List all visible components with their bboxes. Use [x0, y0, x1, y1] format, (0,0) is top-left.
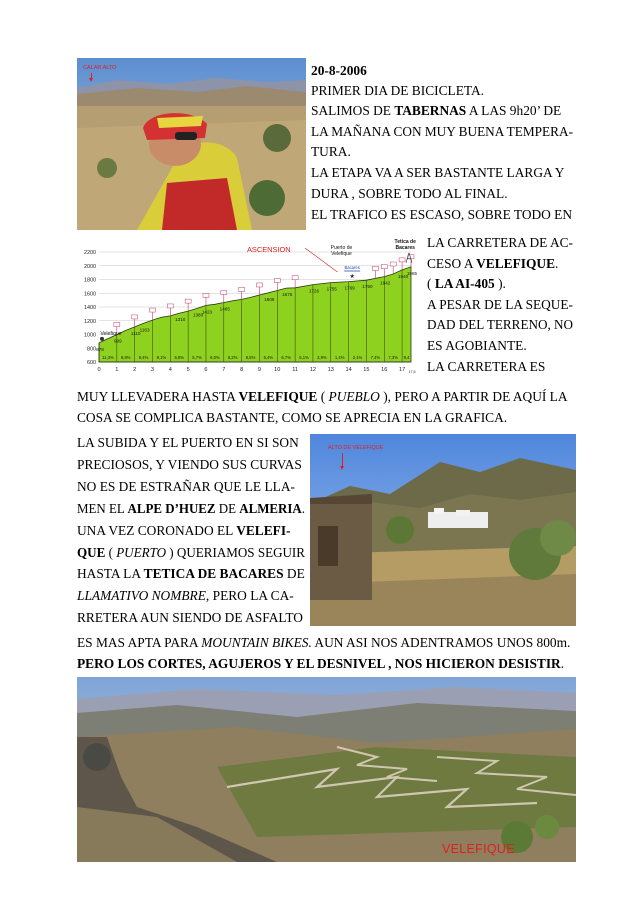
x-tick-label: 17: [398, 367, 406, 373]
elevation-point-label: 1940: [397, 273, 409, 279]
elevation-point-label: 878: [96, 346, 104, 352]
y-tick-label: 1000: [84, 332, 96, 339]
y-tick-label: 1800: [84, 277, 96, 284]
elevation-point-label: 1310: [175, 317, 186, 323]
y-tick-label: 1600: [84, 291, 96, 298]
switchback-road-photo-icon: [77, 677, 576, 862]
peak-flag: [221, 291, 227, 295]
chart-title: ASCENSION: [247, 245, 291, 254]
text-line: [77, 433, 299, 453]
text-line: [427, 357, 545, 377]
text-run: LA MAÑANA CON MUY BUENA TEMPERA-: [311, 123, 573, 139]
peak-flag: [274, 279, 280, 283]
cyclist-photo-icon: [77, 58, 306, 230]
elevation-profile-chart: [77, 236, 425, 374]
bold-run: TABERNAS: [394, 103, 467, 118]
x-tick-label: 10: [274, 367, 281, 373]
text-run: .: [560, 656, 565, 671]
calar-alto-label: CALAR ALTO: [83, 65, 117, 71]
peak-flag: [256, 283, 262, 287]
text-line: [77, 564, 305, 584]
x-end-label: 17,5: [408, 370, 416, 374]
annotation-tetica-de: Tetica de: [394, 239, 416, 245]
italic-run: LLAMATIVO NOMBRE: [77, 588, 206, 604]
text-run: EL TRAFICO ES ESCASO, SOBRE TODO EN: [311, 206, 573, 222]
elevation-point-label: 1675: [282, 292, 293, 298]
text-run: LA SUBIDA Y EL PUERTO EN SI SON: [77, 435, 299, 450]
elevation-point-label: 999: [113, 338, 122, 344]
annotation-puerto-velefique: Velefique: [331, 251, 352, 257]
peak-flag: [239, 287, 245, 291]
bold-run: TETICA DE BACARES: [143, 566, 284, 582]
text-line: [77, 387, 568, 407]
text-run: DAD DEL TERRENO, NO: [427, 317, 573, 333]
gradient-label: 5,4%: [263, 355, 274, 360]
italic-run: PUERTO: [116, 544, 167, 560]
text-run: COSA SE COMPLICA BASTANTE, COMO SE APRECIA EN LA GRAFICA.: [77, 410, 508, 425]
switchbacks-photo: [77, 677, 576, 862]
x-tick-label: 13: [327, 367, 334, 373]
text-line: [77, 455, 302, 475]
elevation-point-label: 1769: [344, 285, 355, 291]
text-run: NO ES DE ESTRAÑAR QUE LE LLA-: [77, 478, 295, 494]
x-tick-label: 9: [257, 367, 262, 373]
text-run: A LAS 9h20’ DE: [466, 103, 562, 118]
text-run: A PESAR DE LA SEQUE-: [427, 296, 573, 312]
bold-run: ALMERIA: [239, 500, 302, 516]
elevation-point-label: 1163: [139, 327, 150, 333]
cyclist-photo: [77, 58, 306, 230]
text-line: [77, 586, 294, 606]
gradient-label: 9,1%: [156, 355, 167, 360]
gradient-label: 2,1%: [352, 355, 363, 360]
annotation-puerto-de: Puerto de: [330, 245, 353, 251]
bold-run: PERO LOS CORTES, AGUJEROS Y EL DESNIVEL , NOS HICIERON DESISTIR: [77, 656, 561, 671]
peak-flag: [399, 258, 405, 262]
x-tick-label: 4: [168, 367, 172, 373]
text-run: TURA.: [311, 144, 351, 160]
bold-run: LA AI-405: [434, 276, 495, 292]
text-line: [427, 233, 573, 253]
text-run: CESO A: [427, 255, 477, 271]
text-line: [77, 633, 570, 653]
gradient-label: 5,1%: [299, 355, 309, 360]
gradient-label: 6,7%: [281, 355, 291, 360]
text-line: [311, 101, 561, 121]
peak-flag: [114, 323, 120, 327]
text-line: [427, 315, 573, 335]
peak-flag: [149, 308, 155, 312]
text-line: [77, 499, 305, 519]
x-tick-label: 15: [363, 367, 370, 373]
text-run: ).: [494, 276, 506, 292]
gradient-label: 7,3%: [388, 355, 398, 360]
text-run: DURA , SOBRE TODO AL FINAL.: [311, 185, 508, 201]
y-tick-label: 800: [87, 346, 96, 353]
elevation-point-label: 1380: [192, 312, 204, 318]
text-run: MEN EL: [77, 500, 128, 516]
elevation-point-label: 1465: [219, 306, 230, 312]
text-run: .: [301, 500, 305, 516]
text-run: ES MAS APTA PARA: [77, 635, 202, 650]
velefique-village-photo: [310, 434, 576, 626]
text-run: .: [555, 255, 559, 271]
gradient-label: 2,9%: [317, 355, 327, 360]
gradient-label: 7,4%: [370, 355, 381, 360]
text-run: SALIMOS DE: [311, 103, 395, 118]
y-tick-label: 2000: [84, 263, 96, 270]
peak-flag: [408, 255, 414, 259]
x-tick-label: 12: [309, 367, 317, 373]
x-tick-label: 5: [186, 367, 190, 373]
text-run: DE: [283, 566, 305, 582]
bold-run: QUE: [77, 544, 106, 560]
gradient-label: 6,0%: [210, 355, 220, 360]
text-run: UNA VEZ CORONADO EL: [77, 522, 237, 538]
elevation-point-label: 1790: [362, 284, 373, 290]
bold-run: VELEFIQUE: [476, 255, 555, 271]
peak-flag: [167, 304, 173, 308]
text-run: ) QUERIAMOS SEGUIR: [166, 544, 305, 560]
x-tick-label: 6: [204, 367, 208, 373]
gradient-label: 9,4: [403, 355, 410, 360]
text-line: [311, 184, 508, 204]
y-tick-label: 2200: [84, 250, 96, 256]
text-run: ), PERO A PARTIR DE AQUÍ LA: [379, 389, 568, 404]
elevation-point-label: 1755: [326, 286, 337, 292]
gradient-label: 6,5%: [245, 355, 256, 360]
gradient-label: 5,8%: [174, 355, 185, 360]
peak-flag: [292, 276, 298, 280]
x-tick-label: 8: [240, 367, 244, 373]
text-run: AUN ASI NOS ADENTRAMOS UNOS 800m.: [311, 635, 571, 650]
text-run: (: [317, 389, 329, 404]
text-run: LA ETAPA VA A SER BASTANTE LARGA Y: [311, 165, 565, 181]
alto-de-velefique-label: ALTO DE VELEFIQUE: [328, 445, 384, 451]
text-run: (: [427, 276, 435, 292]
x-tick-label: 0: [97, 367, 101, 373]
gradient-label: 8,8%: [120, 355, 131, 360]
day-title: PRIMER DIA DE BICICLETA.: [311, 83, 485, 98]
annotation-velefique: Velefique: [100, 330, 122, 337]
elevation-point-label: 1985: [406, 270, 418, 276]
text-line: [311, 163, 564, 183]
y-tick-label: 1400: [84, 305, 96, 311]
mountain-village-photo-icon: [310, 434, 576, 626]
italic-run: MOUNTAIN BIKES.: [201, 635, 312, 650]
text-run: DE: [215, 500, 240, 516]
text-run: PRECIOSOS, Y VIENDO SUS CURVAS: [77, 456, 302, 472]
elevation-point-label: 1110: [130, 330, 141, 336]
peak-flag: [390, 262, 396, 266]
text-line: [311, 122, 573, 142]
gradient-label: 8,2%: [227, 355, 238, 360]
elevation-area: [99, 267, 411, 362]
text-run: , PERO LA CA-: [205, 588, 294, 604]
text-line: [427, 274, 506, 294]
text-line: [77, 477, 295, 497]
x-tick-label: 2: [133, 367, 137, 373]
gradient-label: 11,3%: [102, 355, 114, 360]
x-tick-label: 3: [150, 367, 155, 373]
text-line: [311, 205, 572, 225]
text-line: [77, 654, 564, 674]
elevation-point-label: 1606: [264, 296, 275, 302]
peak-flag: [132, 315, 138, 319]
peak-flag: [203, 293, 209, 297]
italic-run: PUEBLO: [328, 389, 380, 404]
text-line: [427, 336, 527, 356]
text-run: ES AGOBIANTE.: [427, 338, 527, 353]
text-line: [77, 521, 291, 541]
gradient-label: 9,4%: [138, 355, 149, 360]
elevation-point-label: 1842: [380, 280, 391, 286]
text-line: [77, 543, 305, 563]
x-tick-label: 14: [345, 367, 352, 373]
x-tick-label: 11: [292, 367, 299, 373]
text-line: [427, 254, 558, 274]
gradient-label: 5,7%: [192, 355, 202, 360]
elevation-point-label: 1423: [201, 309, 213, 315]
start-marker: [100, 337, 104, 341]
text-line: [77, 408, 507, 428]
date-heading: 20-8-2006: [311, 63, 367, 78]
calar-alto-arrow: [91, 73, 92, 79]
x-tick-label: 7: [222, 367, 226, 373]
bold-run: ALPE D’HUEZ: [127, 500, 216, 516]
bold-run: VELEFI-: [236, 522, 291, 538]
text-run: MUY LLEVADERA HASTA: [77, 389, 239, 404]
velefique-caption: VELEFIQUE: [442, 842, 515, 856]
alto-de-velefique-arrow: [342, 453, 343, 467]
y-tick-label: 1200: [84, 318, 96, 325]
bold-run: VELEFIQUE: [238, 389, 318, 404]
text-run: LA CARRETERA DE AC-: [427, 235, 573, 250]
x-tick-label: 16: [381, 367, 388, 373]
elevation-point-label: 1726: [308, 288, 320, 294]
text-line: [427, 295, 573, 315]
annotation-bacares: Bacares: [344, 265, 360, 270]
gradient-label: 1,4%: [334, 355, 345, 360]
peak-flag: [372, 266, 378, 270]
annotation-tetica-bacares: Bacares: [395, 245, 415, 251]
text-line: [77, 608, 303, 628]
y-tick-label: 600: [87, 360, 96, 366]
junction-star-icon: ★: [349, 274, 355, 280]
peak-flag: [381, 265, 387, 269]
x-tick-label: 1: [115, 367, 119, 373]
text-run: RRETERA AUN SIENDO DE ASFALTO: [77, 610, 303, 626]
text-run: (: [105, 544, 117, 560]
peak-flag: [185, 299, 191, 303]
text-run: LA CARRETERA ES: [427, 358, 546, 374]
text-line: [311, 142, 351, 162]
text-run: HASTA LA: [77, 566, 144, 582]
